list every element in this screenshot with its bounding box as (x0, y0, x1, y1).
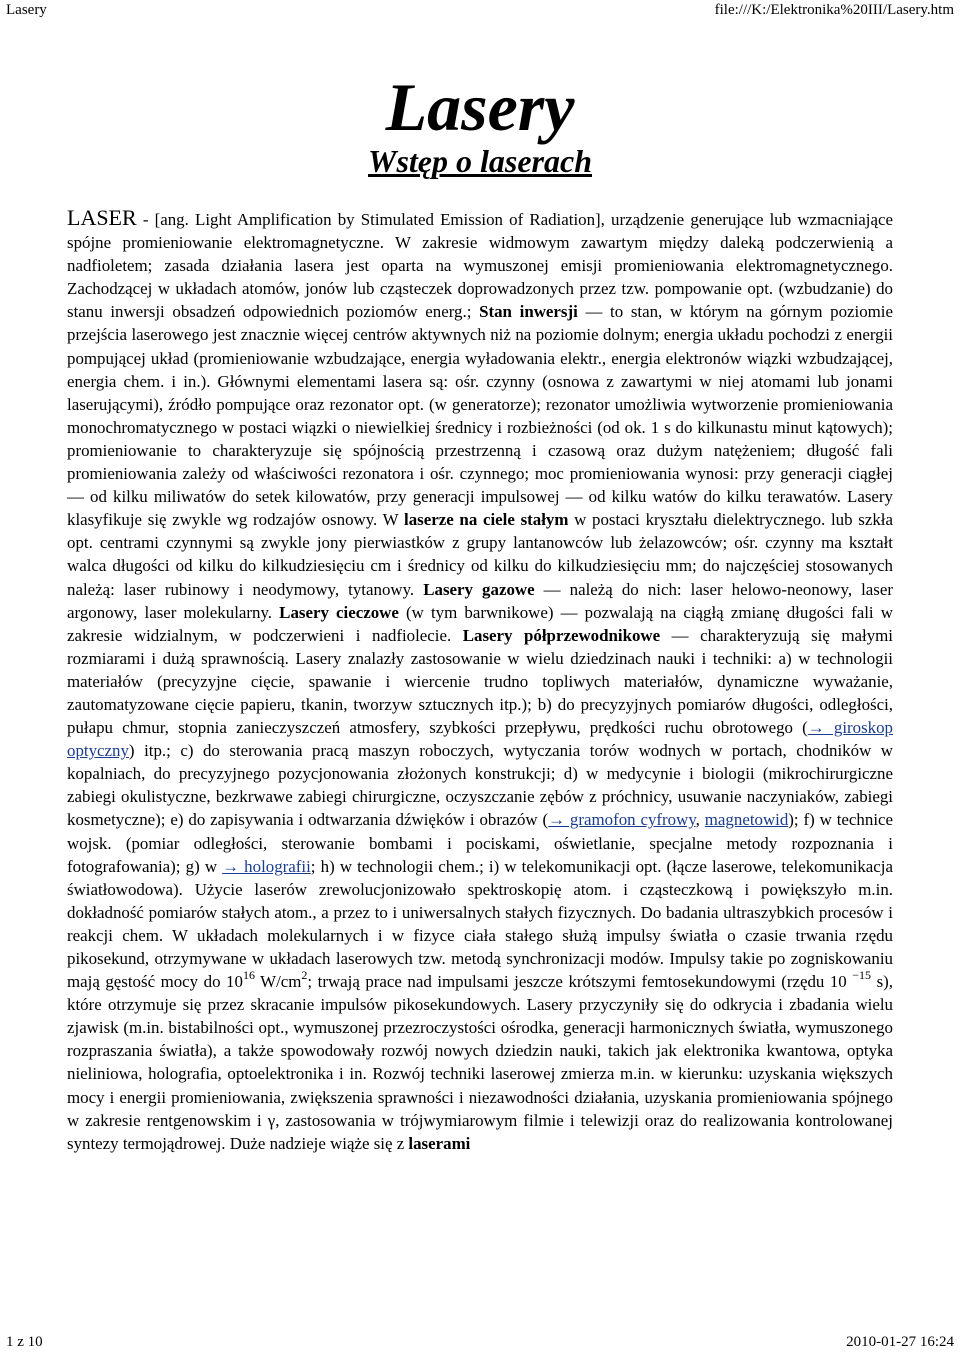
lead-term: LASER (67, 205, 137, 230)
print-header (0, 0, 960, 22)
superscript-16: 16 (242, 968, 255, 983)
term-lasery-cieczowe: Lasery cieczowe (279, 602, 399, 622)
text-segment: — należą do nich: laser helowo-neonowy, laser argonowy, laser molekularny. (67, 579, 894, 622)
print-footer (0, 1332, 960, 1354)
superscript-2: 2 (301, 968, 308, 983)
text-segment: — charakteryzują się małymi rozmiarami i dużą sprawnością. Lasery znalazły zastosowanie w wielu dziedzinach nauki i techniki: a) w technologii materiałów (precyzyjne cięcie, spawanie i wiercenie trudno topliwych materiałów, dynamiczne wyważanie, zautomatyzowane cięcie papieru, tkanin, tworzyw sztucznych itp.); b) do precyzyjnych pomiarów długości, odległości, pułapu chmur, stopnia zanieczyszczeń atmosfery, szybkości przepływu, prędkości ruchu obrotowego ( (67, 625, 893, 738)
text-segment: w postaci kryształu dielektrycznego. lub szkła opt. centrami czynnymi są zwykle jony pierwiastków z grupy lantanowców lub żelazowców; ośr. czynny ma kształt walca długości od kilku do kilkudziesięciu cm i średnicy od kilku do kilkudziesięciu mm; do najczęściej stosowanych należą: laser rubinowy i neodymowy, tytanowy. (67, 510, 893, 599)
superscript-minus-15: −15 (852, 968, 872, 983)
text-segment: ); f) w technice wojsk. (pomiar odległości, sterowanie bombami i pociskami, oświetlanie, specjalne metody rozpoznania i fotografowania); g) w (67, 810, 894, 876)
page-url: file:///K:/Elektronika%20III/Lasery.htm (714, 2, 954, 18)
print-datetime: 2010-01-27 16:24 (846, 1334, 954, 1350)
page-subtitle: Wstęp o laserach (368, 143, 592, 179)
text-segment: ) itp.; c) do sterowania pracą maszyn roboczych, wytyczania torów wodnych w portach, chodników w kopalniach, do precyzyjnego pozycjonowania złożonych konstrukcji; d) w medycynie i biologii (mikrochirurgiczne zabiegi okulistyczne, bezkrwawe zabiegi chirurgiczne, oczyszczanie zębów z próchnicy, usuwanie naczyniaków, zabiegi kosmetyczne); e) do zapisywania i odtwarzania dźwięków i obrazów ( (67, 741, 893, 830)
text-segment: - [ang. Light Amplification by Stimulated Emission of Radiation], urządzenie generujące lub wzmacniające spójne promieniowanie elektromagnetyczne. W zakresie widmowym zawartym między daleką podczerwienią a nadfioletem; zasada działania lasera jest oparta na wymuszonej emisji promieniowania elektromagnetycznego. Zachodzącej w układach atomów, jonów lub cząsteczek doprowadzonych przez tzw. pompowanie opt. (wzbudzanie) do stanu inwersji obsadzeń odpowiednich poziomów energ.; (67, 210, 893, 322)
text-segment: — to stan, w którym na górnym poziomie przejścia laserowego jest znacznie więcej centrów aktywnych niż na poziomie dolnym; energia układu pochodzi z energii pompującej układ (promieniowanie wzbudzające, energia wyładowania elektr., energia elektronów wiązki wzbudzającej, energia chem. i in.). Głównymi elementami lasera są: ośr. czynny (osnowa z zawartymi w niej atomami lub jonami laserującymi), źródło pompujące oraz rezonator opt. (w generatorze); rezonator umożliwia wytworzenie promieniowania monochromatycznego w postaci wiązki o niewielkiej średnicy i rozbieżności (od ok. 1 s do kilkunastu minut kątowych); promieniowanie to charakteryzuje się spójnością przestrzenną i czasową oraz dużym natężeniem; długość fali promieniowania zależy od właściwości rezonatora i ośr. czynnego; moc promieniowania wynosi: przy generacji ciągłej — od kilku miliwatów do setek kilowatów, przy generacji impulsowej — od kilku watów do kilku terawatów. Lasery klasyfikuje się zwykle wg rodzajów osnowy. W (67, 302, 893, 530)
text-segment: W/cm (254, 972, 302, 992)
article-body (67, 206, 893, 1155)
link-holografia[interactable]: → holografii (222, 856, 311, 876)
page-number: 1 z 10 (6, 1334, 43, 1350)
term-laserami: laserami (408, 1133, 471, 1153)
link-gramofon-cyfrowy[interactable]: → gramofon cyfrowy (548, 810, 696, 830)
text-segment: ; h) w technologii chem.; i) w telekomunikacji opt. (łącze laserowe, telekomunikacja światłowodowa). Użycie laserów zrewolucjonizowało spektroskopię atom. i cząsteczkową i powiększyło m.in. dokładność pomiarów stałych atom., a przez to i uniwersalnych stałych fizycznych. Do badania ultraszybkich procesów i reakcji chem. W układach molekularnych i w fizyce ciała stałego służą impulsy światła o czasie trwania rzędu pikosekund, otrzymywane w układach laserowych tzw. metodą synchronizacji modów. Impulsy takie po zogniskowaniu mają gęstość mocy do 10 (67, 856, 893, 992)
text-segment: , (695, 810, 705, 830)
text-segment: (w tym barwnikowe) — pozwalają na ciągłą zmianę długości fali w zakresie widzialnym, w podczerwieni i nadfiolecie. (67, 602, 893, 645)
term-lasery-gazowe: Lasery gazowe (423, 579, 535, 599)
page-tab-title: Lasery (6, 2, 47, 18)
link-giroskop-optyczny[interactable]: → giroskop optyczny (67, 718, 894, 761)
text-segment: ; trwają prace nad impulsami jeszcze krótszymi femtosekundowymi (rzędu 10 (307, 972, 853, 992)
term-stan-inwersji: Stan inwersji (479, 302, 578, 322)
link-magnetowid[interactable]: magnetowid (704, 810, 789, 830)
term-laser-ciele-stalym: laserze na ciele stałym (404, 510, 569, 530)
page-title: Lasery (385, 69, 575, 145)
term-lasery-polprzewodnikowe: Lasery półprzewodnikowe (462, 625, 661, 645)
text-segment: s), które otrzymuje się przez skracanie impulsów pikosekundowych. Lasery przyczyniły się do odkrycia i zbadania wielu zjawisk (m.in. bistabilności opt., wymuszonej przezroczystości ośrodka, generacji harmonicznych światła, wymuszonego rozpraszania światła), a także spowodowały rozwój nowych dziedzin nauki, takich jak elektronika kwantowa, optyka nieliniowa, holografia, optoelektronika i in. Rozwój techniki laserowej zmierza m.in. w kierunku: uzyskania większych mocy i energii promieniowania, zwiększenia sprawności i niezawodności działania, uzyskania promieniowania spójnego w zakresie rentgenowskim i γ, zastosowania w trójwymiarowym filmie i telewizji oraz do realizowania kontrolowanej syntezy termojądrowej. Duże nadzieje wiąże się z (67, 972, 893, 1153)
